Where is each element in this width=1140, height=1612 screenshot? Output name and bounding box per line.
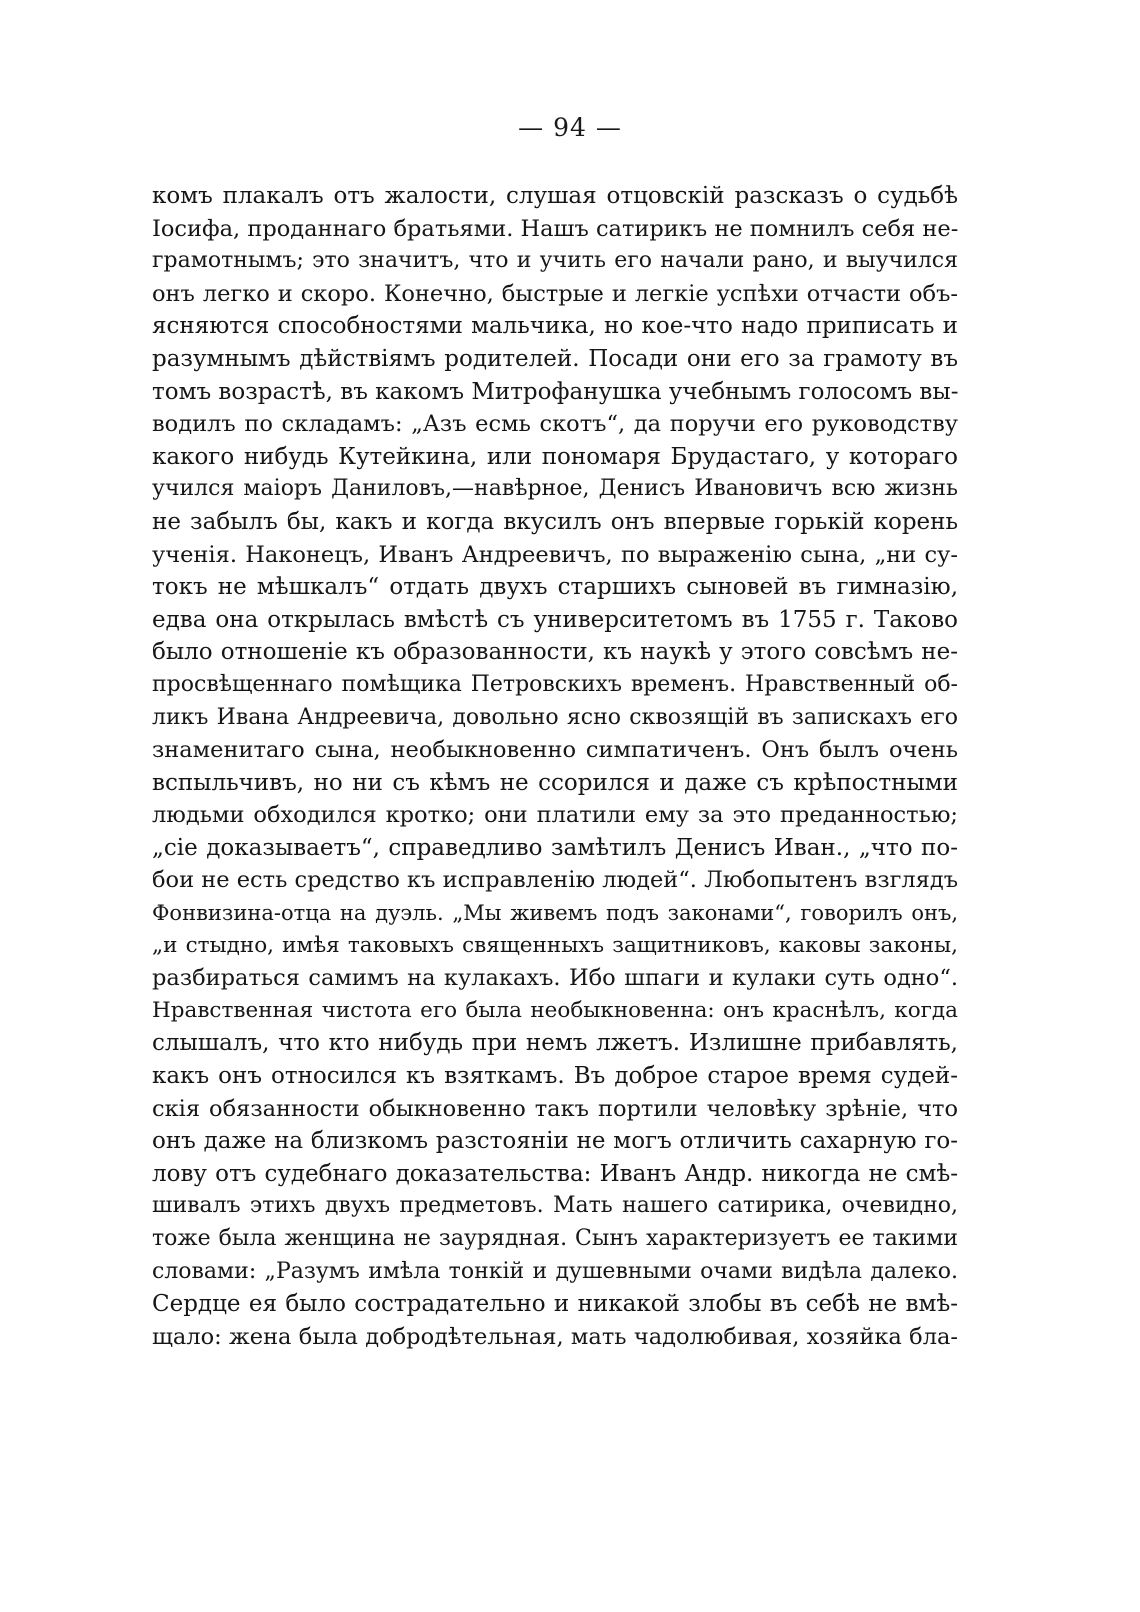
text-line: комъ плакалъ отъ жалости, слушая отцовскій разсказъ о судьбѣ [152,183,958,209]
text-line: знаменитаго сына, необыкновенно симпатиченъ. Онъ былъ очень [152,737,958,764]
text-line: ясняются способностями мальчика, но кое-что надо приписать и [152,313,958,340]
text-line: какъ онъ относился къ взяткамъ. Въ доброе старое время судей- [152,1063,958,1090]
text-line: учился маіоръ Даниловъ,—навѣрное, Денисъ Ивановичъ всю жизнь [152,476,958,502]
text-line: Іосифа, проданнаго братьями. Нашъ сатирикъ не помнилъ себя не- [152,215,958,242]
text-line: грамотнымъ; это значитъ, что и учить его начали рано, и выучился [152,248,958,274]
text-line: токъ не мѣшкалъ“ отдать двухъ старшихъ сыновей въ гимназію, [152,574,958,601]
text-line: вспыльчивъ, но ни съ кѣмъ не ссорился и даже съ крѣпостными [152,769,958,796]
text-line: ликъ Ивана Андреевича, довольно ясно сквозящій въ запискахъ его [152,704,958,730]
text-line: ученія. Наконецъ, Иванъ Андреевичъ, по выраженію сына, „ни су- [152,541,958,568]
text-line: людьми обходился кротко; они платили ему за это преданностью; [152,802,958,829]
page-number: — 94 — [518,113,622,142]
text-line: разбираться самимъ на кулакахъ. Ибо шпаги и кулаки суть одно“. [152,965,958,992]
text-line: онъ даже на близкомъ разстояніи не могъ отличить сахарную го- [152,1128,958,1155]
text-line: едва она открылась вмѣстѣ съ университетомъ въ 1755 г. Таково [152,606,958,633]
text-line: „сіе доказываетъ“, справедливо замѣтилъ Денисъ Иван., „что по- [152,834,958,861]
text-line: водилъ по складамъ: „Азъ есмь скотъ“, да поручи его руководству [152,411,958,438]
body-text [152,180,958,1353]
text-line: было отношеніе къ образованности, къ наукѣ у этого совсѣмъ не- [152,639,958,666]
text-line: Сердце ея было сострадательно и никакой злобы въ себѣ не вмѣ- [152,1291,958,1318]
text-line: слышалъ, что кто нибудь при немъ лжетъ. Излишне прибавлять, [152,1030,958,1057]
text-line: разумнымъ дѣйствіямъ родителей. Посади они его за грамоту въ [152,345,958,372]
text-line: томъ возрастѣ, въ какомъ Митрофанушка учебнымъ голосомъ вы- [152,378,958,405]
text-line: лову отъ судебнаго доказательства: Иванъ Андр. никогда не смѣ- [152,1160,958,1187]
text-line: не забылъ бы, какъ и когда вкусилъ онъ впервые горькій корень [152,508,958,535]
text-line: Фонвизина-отца на дуэль. „Мы живемъ подъ законами“, говорилъ онъ, [152,901,958,926]
text-line: словами: „Разумъ имѣла тонкій и душевными очами видѣла далеко. [152,1258,958,1284]
text-line: щало: жена была добродѣтельная, мать чадолюбивая, хозяйка бла- [152,1323,958,1350]
text-line: тоже была женщина не заурядная. Сынъ характеризуетъ ее такими [152,1226,958,1251]
text-line: какого нибудь Кутейкина, или пономаря Брудастаго, у котораго [152,443,958,470]
text-line: онъ легко и скоро. Конечно, быстрые и легкіе успѣхи отчасти объ- [152,280,958,307]
text-line: шивалъ этихъ двухъ предметовъ. Мать нашего сатирика, очевидно, [152,1193,958,1219]
text-line: Нравственная чистота его была необыкновенна: онъ краснѣлъ, когда [152,997,958,1023]
text-line: скія обязанности обыкновенно такъ портили человѣку зрѣніе, что [152,1095,958,1122]
text-line: „и стыдно, имѣя таковыхъ священныхъ защитниковъ, каковы законы, [152,932,958,958]
text-line: бои не есть средство къ исправленію людей“. Любопытенъ взглядъ [152,867,958,894]
text-line: просвѣщеннаго помѣщика Петровскихъ временъ. Нравственный об- [152,671,958,697]
